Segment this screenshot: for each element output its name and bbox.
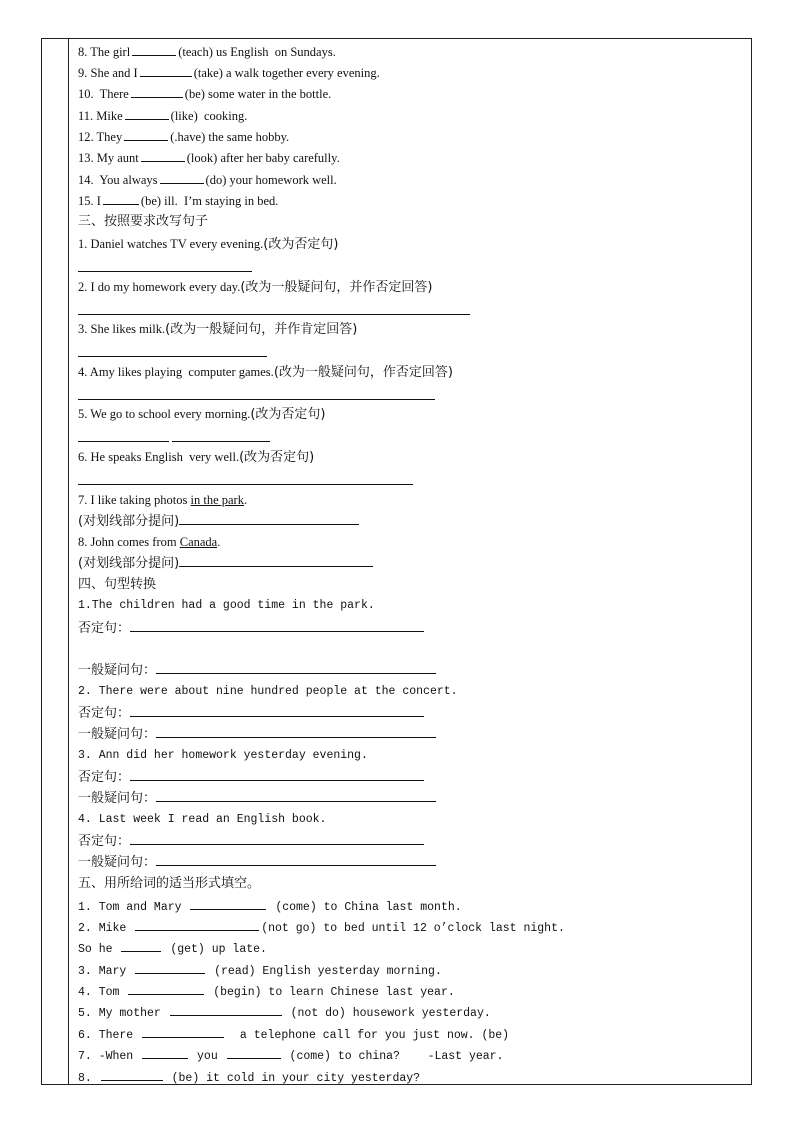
fill-item: 3. Mary (read) English yesterday morning. <box>78 961 442 981</box>
rewrite-item: 8. John comes from Canada. <box>78 535 221 549</box>
answer-line[interactable] <box>78 399 435 400</box>
answer-line[interactable] <box>78 441 169 442</box>
underline-prompt: (对划线部分提问) <box>78 512 361 531</box>
answer-line[interactable] <box>78 356 267 357</box>
answer-blank[interactable] <box>156 661 436 674</box>
fill-item: 13. My aunt (look) after her baby carefully. <box>78 151 340 165</box>
answer-blank[interactable] <box>156 725 436 738</box>
fill-item: 14. You always (do) your homework well. <box>78 173 337 187</box>
answer-line[interactable] <box>78 484 413 485</box>
fill-item: 7. -When you (come) to china? -Last year. <box>78 1046 503 1066</box>
answer-blank[interactable] <box>132 43 176 56</box>
answer-blank[interactable] <box>142 1025 224 1038</box>
answer-blank[interactable] <box>130 704 424 717</box>
answer-blank[interactable] <box>170 1003 282 1016</box>
answer-blank[interactable] <box>135 961 205 974</box>
answer-line[interactable] <box>78 314 470 315</box>
section-heading: 五、用所给词的适当形式填空。 <box>78 876 261 891</box>
negative-row: 否定句： <box>78 832 426 851</box>
question-row: 一般疑问句： <box>78 789 438 808</box>
question-row: 一般疑问句： <box>78 853 438 872</box>
rewrite-item: 1. Daniel watches TV every evening.(改为否定句) <box>78 237 339 252</box>
answer-blank[interactable] <box>190 897 266 910</box>
fill-item: 15. I (be) ill. I’m staying in bed. <box>78 194 279 208</box>
transform-item: 1.The children had a good time in the park. <box>78 599 375 612</box>
answer-blank[interactable] <box>128 982 204 995</box>
answer-blank[interactable] <box>179 512 359 525</box>
answer-line[interactable] <box>78 271 252 272</box>
answer-blank[interactable] <box>121 939 161 952</box>
fill-item: 11. Mike (like) cooking. <box>78 109 248 123</box>
fill-item: 9. She and I (take) a walk together every evening. <box>78 66 380 80</box>
fill-item: 8. The girl (teach) us English on Sundays. <box>78 45 336 59</box>
answer-line[interactable] <box>172 441 270 442</box>
fill-item: So he (get) up late. <box>78 939 267 959</box>
fill-item: 10. There (be) some water in the bottle. <box>78 87 332 101</box>
answer-blank[interactable] <box>130 768 424 781</box>
fill-item: 12. They (.have) the same hobby. <box>78 130 290 144</box>
answer-blank[interactable] <box>156 789 436 802</box>
answer-blank[interactable] <box>103 192 139 205</box>
negative-row: 否定句： <box>78 768 426 787</box>
answer-blank[interactable] <box>124 128 168 141</box>
answer-blank[interactable] <box>179 554 373 567</box>
rewrite-item: 7. I like taking photos in the park. <box>78 493 248 507</box>
column-divider <box>68 38 69 1084</box>
underline-prompt: (对划线部分提问) <box>78 554 375 573</box>
section-heading: 四、句型转换 <box>78 577 157 592</box>
rewrite-item: 3. She likes milk.(改为一般疑问句，并作肯定回答) <box>78 322 358 337</box>
question-row: 一般疑问句： <box>78 725 438 744</box>
answer-blank[interactable] <box>135 918 259 931</box>
answer-blank[interactable] <box>141 149 185 162</box>
negative-row: 否定句： <box>78 619 426 638</box>
fill-item: 2. Mike (not go) to bed until 12 o’clock last night. <box>78 918 565 938</box>
answer-blank[interactable] <box>130 619 424 632</box>
fill-item: 5. My mother (not do) housework yesterday. <box>78 1003 491 1023</box>
answer-blank[interactable] <box>160 171 204 184</box>
answer-blank[interactable] <box>142 1046 188 1059</box>
section-heading: 三、按照要求改写句子 <box>78 214 209 229</box>
fill-item: 4. Tom (begin) to learn Chinese last year. <box>78 982 455 1002</box>
transform-item: 2. There were about nine hundred people at the concert. <box>78 685 458 698</box>
transform-item: 4. Last week I read an English book. <box>78 813 327 826</box>
answer-blank[interactable] <box>125 107 169 120</box>
answer-blank[interactable] <box>101 1068 163 1081</box>
fill-item: 8. (be) it cold in your city yesterday? <box>78 1068 420 1088</box>
transform-item: 3. Ann did her homework yesterday evening. <box>78 749 368 762</box>
answer-blank[interactable] <box>140 64 192 77</box>
answer-blank[interactable] <box>227 1046 281 1059</box>
rewrite-item: 6. He speaks English very well.(改为否定句) <box>78 450 315 465</box>
fill-item: 6. There a telephone call for you just now. (be) <box>78 1025 509 1045</box>
rewrite-item: 5. We go to school every morning.(改为否定句) <box>78 407 326 422</box>
answer-blank[interactable] <box>131 85 183 98</box>
question-row: 一般疑问句： <box>78 661 438 680</box>
rewrite-item: 4. Amy likes playing computer games.(改为一般疑问句，作否定回答) <box>78 365 453 380</box>
answer-blank[interactable] <box>130 832 424 845</box>
negative-row: 否定句： <box>78 704 426 723</box>
rewrite-item: 2. I do my homework every day.(改为一般疑问句，并作否定回答) <box>78 280 433 295</box>
fill-item: 1. Tom and Mary (come) to China last month. <box>78 897 462 917</box>
answer-blank[interactable] <box>156 853 436 866</box>
